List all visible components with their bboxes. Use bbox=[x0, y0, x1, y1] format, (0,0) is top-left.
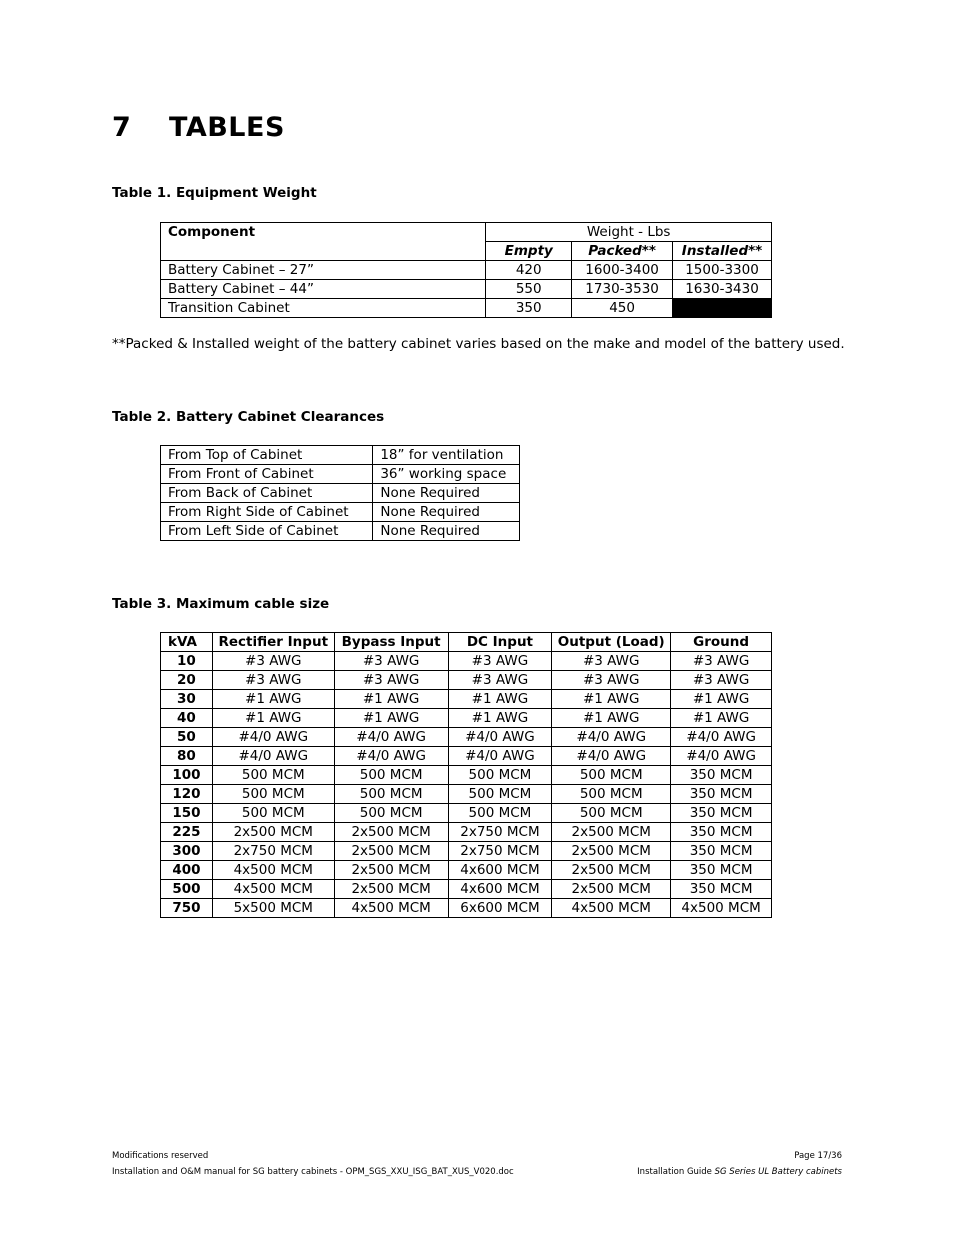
table-cell: 550 bbox=[486, 280, 572, 299]
table-cell: 2x500 MCM bbox=[552, 861, 671, 880]
table-cell: #3 AWG bbox=[212, 671, 334, 690]
table-cell: From Front of Cabinet bbox=[161, 465, 373, 484]
table-row bbox=[161, 709, 772, 728]
table-cell: 2x500 MCM bbox=[212, 823, 334, 842]
table-cell: 350 MCM bbox=[671, 804, 772, 823]
table-cell: 2x500 MCM bbox=[334, 823, 448, 842]
equipment-weight-table bbox=[160, 222, 772, 318]
footer-page-number: Page 17/36 bbox=[794, 1151, 842, 1161]
table-cell: #4/0 AWG bbox=[448, 747, 552, 766]
table-row bbox=[161, 465, 520, 484]
table-row bbox=[161, 842, 772, 861]
table-cell: 2x750 MCM bbox=[448, 842, 552, 861]
table-cell: #1 AWG bbox=[448, 690, 552, 709]
subheader-packed: Packed** bbox=[572, 242, 673, 261]
table-cell: #1 AWG bbox=[334, 690, 448, 709]
table-cell: 500 MCM bbox=[334, 766, 448, 785]
table-cell: 4x500 MCM bbox=[334, 899, 448, 918]
table-cell-blacked-out bbox=[673, 299, 772, 318]
table-cell: 450 bbox=[572, 299, 673, 318]
table-row bbox=[161, 261, 772, 280]
table-cell: #4/0 AWG bbox=[671, 728, 772, 747]
table-cell: 500 MCM bbox=[212, 766, 334, 785]
subheader-empty: Empty bbox=[486, 242, 572, 261]
table-cell: 350 bbox=[486, 299, 572, 318]
table-row bbox=[161, 728, 772, 747]
subheader-installed: Installed** bbox=[673, 242, 772, 261]
table-cell: #1 AWG bbox=[212, 709, 334, 728]
weight-note: **Packed & Installed weight of the battery cabinet varies based on the make and model of the battery used. bbox=[112, 336, 845, 352]
table-cell: #3 AWG bbox=[671, 652, 772, 671]
kva-cell: 30 bbox=[161, 690, 213, 709]
kva-cell: 40 bbox=[161, 709, 213, 728]
kva-cell: 225 bbox=[161, 823, 213, 842]
header-bypass-input: Bypass Input bbox=[334, 633, 448, 652]
header-ground: Ground bbox=[671, 633, 772, 652]
table-cell: #1 AWG bbox=[671, 690, 772, 709]
table-header-row bbox=[161, 223, 772, 242]
table-cell: 4x500 MCM bbox=[212, 880, 334, 899]
table-cell: #1 AWG bbox=[212, 690, 334, 709]
table-cell: #3 AWG bbox=[671, 671, 772, 690]
table-cell: 4x500 MCM bbox=[552, 899, 671, 918]
table-cell: 2x500 MCM bbox=[552, 842, 671, 861]
header-output-load: Output (Load) bbox=[552, 633, 671, 652]
footer-guide-series: SG Series UL Battery cabinets bbox=[714, 1167, 842, 1177]
table-row bbox=[161, 522, 520, 541]
table-cell: 2x500 MCM bbox=[552, 880, 671, 899]
table2-caption: Table 2. Battery Cabinet Clearances bbox=[112, 409, 385, 425]
header-component: Component bbox=[161, 223, 486, 261]
table-cell: 6x600 MCM bbox=[448, 899, 552, 918]
table-cell: 350 MCM bbox=[671, 861, 772, 880]
kva-cell: 80 bbox=[161, 747, 213, 766]
table-cell: From Top of Cabinet bbox=[161, 446, 373, 465]
kva-cell: 400 bbox=[161, 861, 213, 880]
table-row bbox=[161, 484, 520, 503]
table-row bbox=[161, 652, 772, 671]
table-cell: #1 AWG bbox=[448, 709, 552, 728]
table-cell: 350 MCM bbox=[671, 785, 772, 804]
kva-cell: 500 bbox=[161, 880, 213, 899]
table-row bbox=[161, 804, 772, 823]
header-dc-input: DC Input bbox=[448, 633, 552, 652]
table-cell: Battery Cabinet – 44” bbox=[161, 280, 486, 299]
table-cell: #4/0 AWG bbox=[671, 747, 772, 766]
table-cell: From Back of Cabinet bbox=[161, 484, 373, 503]
table-cell: 2x500 MCM bbox=[552, 823, 671, 842]
table-cell: 2x500 MCM bbox=[334, 861, 448, 880]
table-cell: #3 AWG bbox=[552, 652, 671, 671]
table-cell: 500 MCM bbox=[212, 785, 334, 804]
table-cell: 350 MCM bbox=[671, 766, 772, 785]
kva-cell: 10 bbox=[161, 652, 213, 671]
table-row bbox=[161, 823, 772, 842]
table3-caption: Table 3. Maximum cable size bbox=[112, 596, 330, 612]
table-cell: #1 AWG bbox=[552, 690, 671, 709]
section-heading bbox=[112, 112, 285, 143]
table-cell: 500 MCM bbox=[448, 804, 552, 823]
kva-cell: 20 bbox=[161, 671, 213, 690]
table-cell: 2x750 MCM bbox=[448, 823, 552, 842]
table-cell: #4/0 AWG bbox=[212, 747, 334, 766]
header-kva: kVA bbox=[161, 633, 213, 652]
table-cell: 500 MCM bbox=[212, 804, 334, 823]
table-cell: 4x600 MCM bbox=[448, 880, 552, 899]
table-row bbox=[161, 503, 520, 522]
table-cell: #4/0 AWG bbox=[334, 728, 448, 747]
table-cell: 2x500 MCM bbox=[334, 842, 448, 861]
table-cell: #1 AWG bbox=[334, 709, 448, 728]
cable-size-table bbox=[160, 632, 772, 918]
header-rectifier-input: Rectifier Input bbox=[212, 633, 334, 652]
table-cell: 18” for ventilation bbox=[373, 446, 520, 465]
table-row bbox=[161, 747, 772, 766]
table-cell: 2x500 MCM bbox=[334, 880, 448, 899]
table-cell: 4x600 MCM bbox=[448, 861, 552, 880]
table-cell: 5x500 MCM bbox=[212, 899, 334, 918]
table-row bbox=[161, 766, 772, 785]
table-row bbox=[161, 280, 772, 299]
table-cell: 1730-3530 bbox=[572, 280, 673, 299]
footer-modifications: Modifications reserved bbox=[112, 1151, 209, 1161]
table-cell: From Left Side of Cabinet bbox=[161, 522, 373, 541]
table-cell: 1600-3400 bbox=[572, 261, 673, 280]
table-cell: None Required bbox=[373, 522, 520, 541]
footer-document-name: Installation and O&M manual for SG battery cabinets - OPM_SGS_XXU_ISG_BAT_XUS_V020.doc bbox=[112, 1167, 514, 1177]
table-cell: From Right Side of Cabinet bbox=[161, 503, 373, 522]
table-cell: 350 MCM bbox=[671, 880, 772, 899]
table-cell: #1 AWG bbox=[552, 709, 671, 728]
header-weight: Weight - Lbs bbox=[486, 223, 772, 242]
table-cell: 500 MCM bbox=[448, 785, 552, 804]
table-row bbox=[161, 671, 772, 690]
table-cell: #3 AWG bbox=[212, 652, 334, 671]
table-cell: 2x750 MCM bbox=[212, 842, 334, 861]
table-cell: #3 AWG bbox=[334, 671, 448, 690]
table-cell: #4/0 AWG bbox=[552, 728, 671, 747]
table-cell: 350 MCM bbox=[671, 842, 772, 861]
table1-caption: Table 1. Equipment Weight bbox=[112, 185, 317, 201]
table-header-row bbox=[161, 633, 772, 652]
table-cell: Battery Cabinet – 27” bbox=[161, 261, 486, 280]
table-cell: 420 bbox=[486, 261, 572, 280]
table-row bbox=[161, 785, 772, 804]
table-cell: 1630-3430 bbox=[673, 280, 772, 299]
table-cell: #3 AWG bbox=[334, 652, 448, 671]
table-cell: #1 AWG bbox=[671, 709, 772, 728]
clearances-table bbox=[160, 445, 520, 541]
table-cell: 4x500 MCM bbox=[212, 861, 334, 880]
kva-cell: 50 bbox=[161, 728, 213, 747]
kva-cell: 150 bbox=[161, 804, 213, 823]
table-cell: None Required bbox=[373, 484, 520, 503]
table-cell: #4/0 AWG bbox=[448, 728, 552, 747]
footer-guide-prefix: Installation Guide bbox=[637, 1167, 715, 1177]
table-cell: #3 AWG bbox=[448, 671, 552, 690]
kva-cell: 750 bbox=[161, 899, 213, 918]
footer-guide-title bbox=[637, 1167, 842, 1177]
table-cell: 1500-3300 bbox=[673, 261, 772, 280]
table-cell: 500 MCM bbox=[552, 766, 671, 785]
table-cell: 500 MCM bbox=[552, 804, 671, 823]
table-cell: 500 MCM bbox=[448, 766, 552, 785]
section-title: TABLES bbox=[169, 112, 285, 143]
table-row bbox=[161, 446, 520, 465]
table-row bbox=[161, 899, 772, 918]
table-cell: #3 AWG bbox=[552, 671, 671, 690]
table-row bbox=[161, 299, 772, 318]
cable-size-body bbox=[161, 652, 772, 918]
kva-cell: 120 bbox=[161, 785, 213, 804]
table-cell: 350 MCM bbox=[671, 823, 772, 842]
table-cell: #4/0 AWG bbox=[552, 747, 671, 766]
table-cell: Transition Cabinet bbox=[161, 299, 486, 318]
table-cell: 500 MCM bbox=[334, 785, 448, 804]
table-row bbox=[161, 861, 772, 880]
table-row bbox=[161, 880, 772, 899]
table-cell: #4/0 AWG bbox=[334, 747, 448, 766]
table-row bbox=[161, 690, 772, 709]
table-cell: 4x500 MCM bbox=[671, 899, 772, 918]
kva-cell: 100 bbox=[161, 766, 213, 785]
table-cell: #3 AWG bbox=[448, 652, 552, 671]
table-cell: 500 MCM bbox=[334, 804, 448, 823]
table-cell: 500 MCM bbox=[552, 785, 671, 804]
table-cell: #4/0 AWG bbox=[212, 728, 334, 747]
table-cell: 36” working space bbox=[373, 465, 520, 484]
section-number: 7 bbox=[112, 112, 132, 143]
table-cell: None Required bbox=[373, 503, 520, 522]
kva-cell: 300 bbox=[161, 842, 213, 861]
